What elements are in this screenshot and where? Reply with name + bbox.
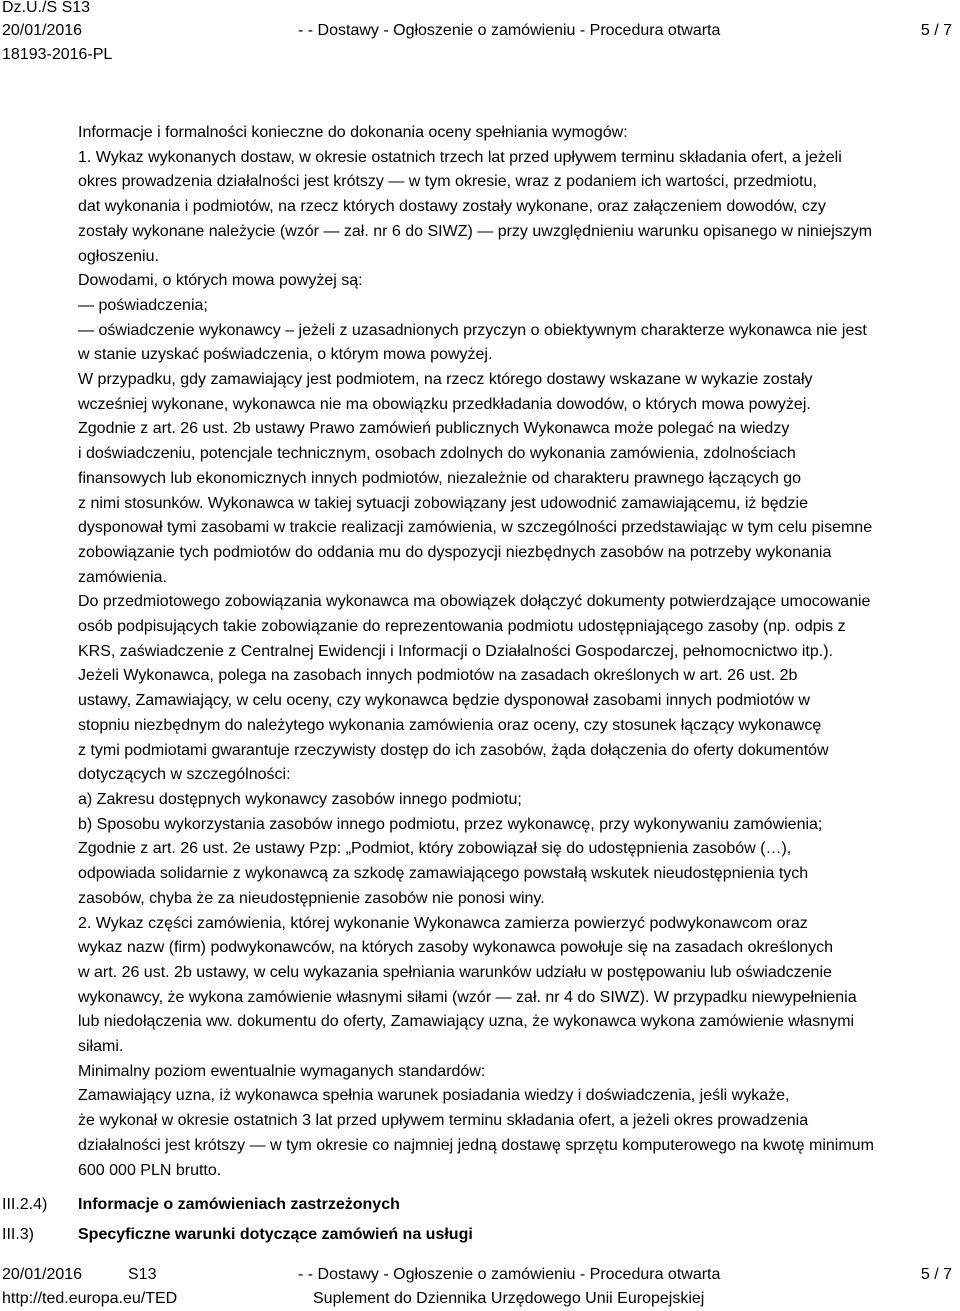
body-line: dotyczących w szczególności: bbox=[78, 766, 291, 784]
body-line: zobowiązanie tych podmiotów do oddania mu do dyspozycji niezbędnych zasobów na potrzeby wykonania bbox=[78, 543, 832, 561]
header-date: 20/01/2016 bbox=[2, 22, 83, 39]
body-line: Dowodami, o których mowa powyżej są: bbox=[78, 272, 363, 290]
body-line: w art. 26 ust. 2b ustawy, w celu wykazania spełniania warunków udziału w postępowaniu lub oświadczenie bbox=[78, 963, 832, 981]
body-line: a) Zakresu dostępnych wykonawcy zasobów innego podmiotu; bbox=[78, 790, 522, 808]
section-title: Specyficzne warunki dotyczące zamówień na usługi bbox=[78, 1226, 473, 1243]
body-line: dat wykonania i podmiotów, na rzecz których dostawy zostały wykonane, oraz załączeniem dowodów, czy bbox=[78, 198, 826, 216]
header-page-number: 5 / 7 bbox=[920, 22, 952, 39]
body-line: ogłoszeniu. bbox=[78, 247, 159, 265]
body-line: wcześniej wykonane, wykonawca nie ma obowiązku przedkładania dowodów, o których mowa powyżej. bbox=[78, 395, 811, 413]
body-line: — poświadczenia; bbox=[78, 296, 208, 314]
body-line: lub niedołączenia ww. dokumentu do oferty, Zamawiający uzna, że wykonawca wykona zamówienie własnymi bbox=[78, 1013, 855, 1031]
body-line: KRS, zaświadczenie z Centralnej Ewidencji i Informacji o Działalności Gospodarczej, pełnomocnictwo itp.). bbox=[78, 642, 833, 660]
body-line: ustawy, Zamawiający, w celu oceny, czy wykonawca będzie dysponował zasobami innych podmiotów w bbox=[78, 692, 810, 710]
body-line: Informacje i formalności konieczne do dokonania oceny spełniania wymogów: bbox=[78, 124, 628, 141]
body-line: zasobów, chyba że za nieudostępnienie zasobów nie ponosi winy. bbox=[78, 889, 545, 907]
body-line: działalności jest krótszy — w tym okresie co najmniej jedną dostawę sprzętu komputerowego na kwotę minimum bbox=[78, 1136, 874, 1154]
body-line: w stanie uzyskać poświadczenia, o którym mowa powyżej. bbox=[78, 346, 493, 364]
body-line: 600 000 PLN brutto. bbox=[78, 1161, 222, 1179]
body-line: wykaz nazw (firm) podwykonawców, na których zasoby wykonawca powołuje się na zasadach określonych bbox=[78, 939, 834, 957]
footer-ted-link[interactable]: http://ted.europa.eu/TED bbox=[2, 1290, 178, 1307]
header-title: - - Dostawy - Ogłoszenie o zamówieniu - Procedura otwarta bbox=[298, 22, 721, 39]
doc-reference: Dz.U./S S13 bbox=[2, 0, 91, 16]
section-number: III.3) bbox=[2, 1226, 35, 1243]
section-number: III.2.4) bbox=[2, 1196, 48, 1213]
body-line: z tymi podmiotami gwarantuje rzeczywisty dostęp do ich zasobów, żąda dołączenia do oferty dokumentów bbox=[78, 741, 829, 759]
body-line: Minimalny poziom ewentualnie wymaganych standardów: bbox=[78, 1062, 486, 1080]
body-line: odpowiada solidarnie z wykonawcą za szkodę zamawiającego powstałą wskutek nieudostępnienia tych bbox=[78, 865, 809, 883]
notice-number: 18193-2016-PL bbox=[2, 46, 113, 63]
body-line: okres prowadzenia działalności jest krótszy — w tym okresie, wraz z podaniem ich wartości, przedmiotu, bbox=[78, 173, 817, 191]
body-line: wykonawcy, że wykona zamówienie własnymi siłami (wzór — zał. nr 4 do SIWZ). W przypadku niewypełnienia bbox=[78, 988, 857, 1006]
footer-title: - - Dostawy - Ogłoszenie o zamówieniu - Procedura otwarta bbox=[298, 1266, 721, 1283]
body-line: Do przedmiotowego zobowiązania wykonawca ma obowiązek dołączyć dokumenty potwierdzające umocowanie bbox=[78, 593, 871, 611]
body-line: finansowych lub ekonomicznych innych podmiotów, niezależnie od charakteru prawnego łączących go bbox=[78, 469, 802, 487]
body-line: Zgodnie z art. 26 ust. 2e ustawy Pzp: „Podmiot, który zobowiązał się do udostępnienia zasobów (…), bbox=[78, 840, 792, 858]
body-line: siłami. bbox=[78, 1038, 124, 1056]
body-line: zamówienia. bbox=[78, 568, 167, 586]
body-line: osób podpisujących takie zobowiązanie do reprezentowania podmiotu udostępniającego zasoby (np. odpis z bbox=[78, 618, 846, 636]
body-line: Zamawiający uzna, iż wykonawca spełnia warunek posiadania wiedzy i doświadczenia, jeśli wykaże, bbox=[78, 1087, 790, 1105]
footer-page-number: 5 / 7 bbox=[920, 1266, 952, 1283]
body-line: z nimi stosunków. Wykonawca w takiej sytuacji zobowiązany jest udowodnić zamawiającemu, iż będzie bbox=[78, 494, 808, 512]
footer-series: S13 bbox=[128, 1266, 157, 1283]
body-line: Zgodnie z art. 26 ust. 2b ustawy Prawo zamówień publicznych Wykonawca może polegać na wiedzy bbox=[78, 420, 790, 438]
body-line: W przypadku, gdy zamawiający jest podmiotem, na rzecz którego dostawy wskazane w wykazie zostały bbox=[78, 371, 813, 389]
body-line: 2. Wykaz części zamówienia, której wykonanie Wykonawca zamierza powierzyć podwykonawcom oraz bbox=[78, 914, 808, 932]
body-line: dysponował tymi zasobami w trakcie realizacji zamówienia, w szczególności przedstawiając w tym celu pisemne bbox=[78, 519, 873, 537]
body-line: stopniu niezbędnym do należytego wykonania zamówienia oraz oceny, czy stosunek łączący wykonawcę bbox=[78, 716, 822, 734]
footer-supplement: Suplement do Dziennika Urzędowego Unii Europejskiej bbox=[313, 1290, 705, 1307]
body-line: Jeżeli Wykonawca, polega na zasobach innych podmiotów na zasadach określonych w art. 26 ust. 2b bbox=[78, 667, 798, 685]
section-title: Informacje o zamówieniach zastrzeżonych bbox=[78, 1196, 400, 1213]
footer-date: 20/01/2016 bbox=[2, 1266, 83, 1283]
body-line: że wykonał w okresie ostatnich 3 lat przed upływem terminu składania ofert, a jeżeli okres prowadzenia bbox=[78, 1112, 809, 1130]
body-line: i doświadczeniu, potencjale technicznym, osobach zdolnych do wykonania zamówienia, zdolnościach bbox=[78, 445, 796, 463]
body-line: — oświadczenie wykonawcy – jeżeli z uzasadnionych przyczyn o obiektywnym charakterze wykonawca nie jest bbox=[78, 321, 867, 339]
body-line: 1. Wykaz wykonanych dostaw, w okresie ostatnich trzech lat przed upływem terminu składania ofert, a jeżeli bbox=[78, 148, 842, 166]
body-line: b) Sposobu wykorzystania zasobów innego podmiotu, przez wykonawcę, przy wykonywaniu zamówienia; bbox=[78, 815, 823, 833]
body-line: zostały wykonane należycie (wzór — zał. nr 6 do SIWZ) — przy uwzględnieniu warunku opisanego w niniejszym bbox=[78, 222, 873, 240]
section-body bbox=[78, 121, 958, 1183]
